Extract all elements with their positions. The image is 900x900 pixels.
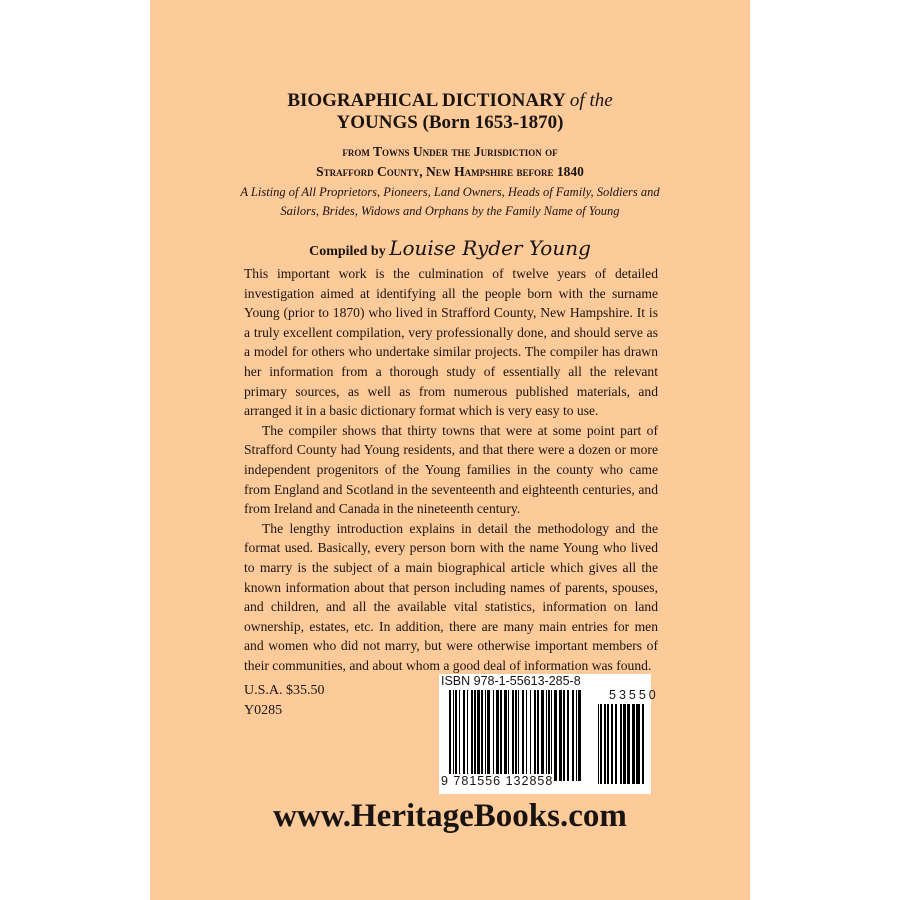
subtitle bbox=[150, 142, 750, 182]
subtitle-line-2: Strafford County, New Hampshire before 1840 bbox=[316, 164, 584, 179]
title-line-2: YOUNGS (Born 1653-1870) bbox=[336, 112, 564, 133]
price-block bbox=[244, 681, 325, 721]
description-paragraph: The lengthy introduction explains in detail the methodology and the format used. Basically, every person born with the name Young who lived to marry is the subject of a main biographical article which gives all the known information about that person including names of parents, spouses, and children, and all the available vital statistics, information on land ownership, estates, etc. In addition, there are many main entries for men and women who did not marry, but were otherwise important members of their communities, and about whom a good deal of information was found. bbox=[244, 520, 658, 673]
title-italic: of the bbox=[569, 90, 613, 111]
publisher-url[interactable]: www.HeritageBooks.com bbox=[273, 798, 627, 834]
barcode-main-bars bbox=[449, 690, 589, 781]
author-name: Louise Ryder Young bbox=[389, 236, 591, 260]
barcode-digits: 9 781556 132858 bbox=[441, 774, 554, 788]
isbn-text: ISBN 978-1-55613-285-8 bbox=[441, 674, 581, 688]
compiled-by bbox=[150, 236, 750, 260]
tagline-line-2: Sailors, Brides, Widows and Orphans by the Family Name of Young bbox=[280, 204, 620, 218]
barcode bbox=[439, 674, 659, 794]
price: U.S.A. $35.50 bbox=[244, 683, 325, 698]
description-paragraph: The compiler shows that thirty towns that were at some point part of Strafford County had Young residents, and that there were a dozen or more independent progenitors of the Young families in the county who came from England and Scotland in the seventeenth and eighteenth centuries, and from Ireland and Canada in the nineteenth century. bbox=[244, 422, 658, 517]
book-back-cover bbox=[150, 0, 750, 900]
barcode-addon-bars bbox=[598, 704, 646, 784]
book-title bbox=[150, 90, 750, 134]
tagline bbox=[150, 183, 750, 221]
product-code: Y0285 bbox=[244, 703, 283, 718]
description-paragraph: This important work is the culmination of twelve years of detailed investigation aimed at identifying all the people born with the surname Young (prior to 1870) who lived in Strafford County, New Hampshire. It is a truly excellent compilation, very professionally done, and should serve as a model for others who undertake similar projects. The compiler has drawn her information from a thorough study of essentially all the relevant primary sources, as well as from numerous published materials, and arranged it in a basic dictionary format which is very easy to use. bbox=[244, 266, 658, 419]
barcode-addon-digits: 53550 bbox=[609, 688, 659, 702]
subtitle-line-1: from Towns Under the Jurisdiction of bbox=[342, 144, 558, 159]
description bbox=[244, 264, 658, 675]
tagline-line-1: A Listing of All Proprietors, Pioneers, Land Owners, Heads of Family, Soldiers and bbox=[240, 185, 660, 199]
title-line-1: BIOGRAPHICAL DICTIONARY bbox=[287, 90, 566, 111]
compiled-label: Compiled by bbox=[309, 244, 386, 259]
